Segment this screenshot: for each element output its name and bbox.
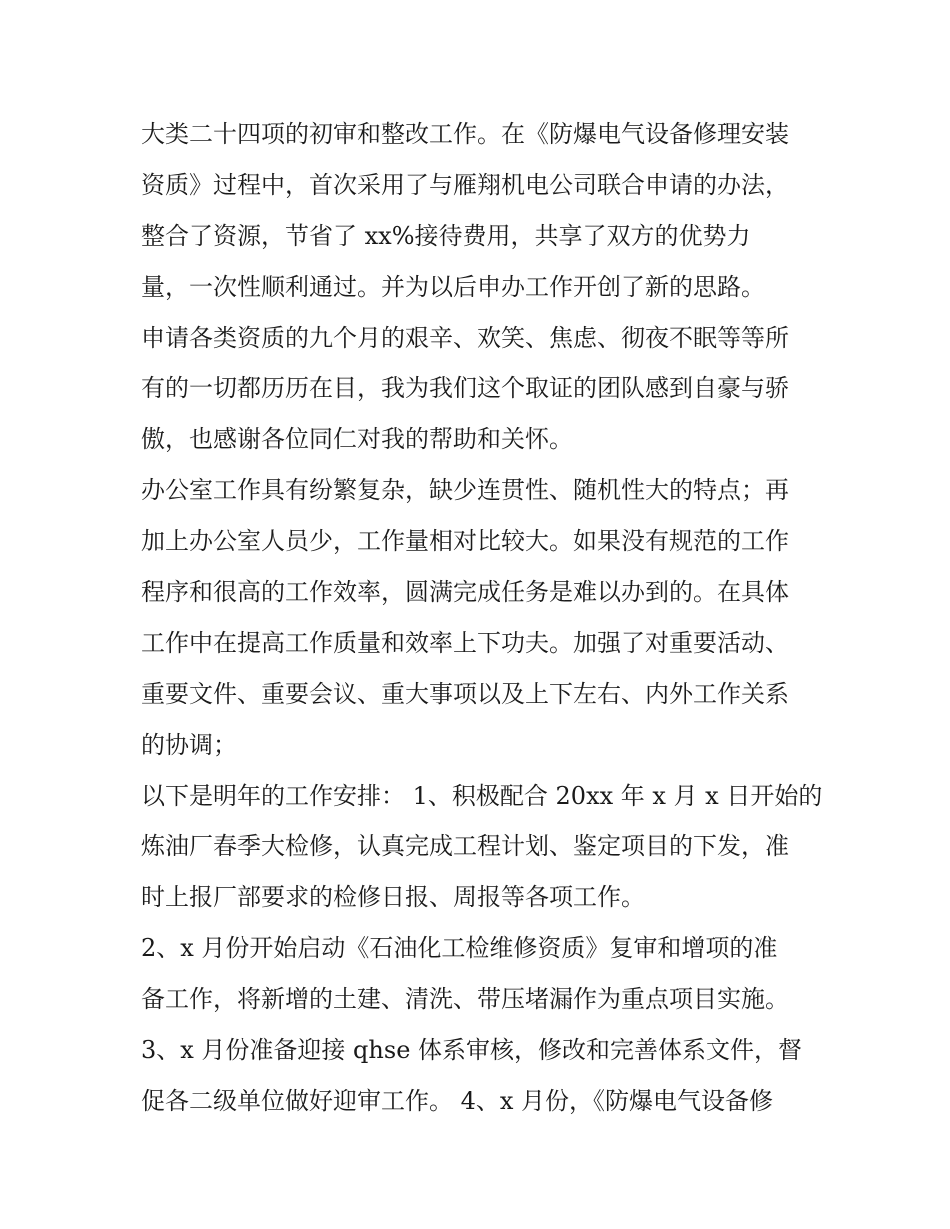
text-line: 工作中在提高工作质量和效率上下功夫。加强了对重要活动、	[141, 628, 789, 657]
text-line: 加上办公室人员少，工作量相对比较大。如果没有规范的工作	[141, 527, 789, 556]
text-line: 资质》过程中，首次采用了与雁翔机电公司联合申请的办法，	[141, 170, 789, 199]
text-line: 量，一次性顺利通过。并为以后申办工作开创了新的思路。	[141, 272, 765, 301]
text-line: 傲，也感谢各位同仁对我的帮助和关怀。	[141, 425, 573, 454]
text-line: 以下是明年的工作安排： 1、积极配合 20xx 年 x 月 x 日开始的	[141, 781, 823, 810]
text-line: 申请各类资质的九个月的艰辛、欢笑、焦虑、彻夜不眠等等所	[141, 323, 789, 352]
text-line: 有的一切都历历在目，我为我们这个取证的团队感到自豪与骄	[141, 374, 789, 403]
text-line: 炼油厂春季大检修，认真完成工程计划、鉴定项目的下发，准	[141, 832, 789, 861]
text-line: 时上报厂部要求的检修日报、周报等各项工作。	[141, 883, 645, 912]
text-line: 的协调；	[141, 730, 237, 759]
text-line: 备工作，将新增的土建、清洗、带压堵漏作为重点项目实施。	[141, 985, 789, 1014]
text-line: 3、x 月份准备迎接 qhse 体系审核，修改和完善体系文件，督	[141, 1036, 803, 1065]
document-body	[141, 109, 821, 1127]
text-line: 促各二级单位做好迎审工作。 4、x 月份，《防爆电气设备修	[141, 1086, 774, 1115]
text-line: 重要文件、重要会议、重大事项以及上下左右、内外工作关系	[141, 679, 789, 708]
text-line: 整合了资源，节省了 xx%接待费用，共享了双方的优势力	[141, 221, 751, 250]
text-line: 2、x 月份开始启动《石油化工检维修资质》复审和增项的准	[141, 934, 778, 963]
text-line: 程序和很高的工作效率，圆满完成任务是难以办到的。在具体	[141, 578, 789, 607]
text-line: 大类二十四项的初审和整改工作。在《防爆电气设备修理安装	[141, 120, 789, 148]
text-line: 办公室工作具有纷繁复杂，缺少连贯性、随机性大的特点；再	[141, 476, 789, 505]
